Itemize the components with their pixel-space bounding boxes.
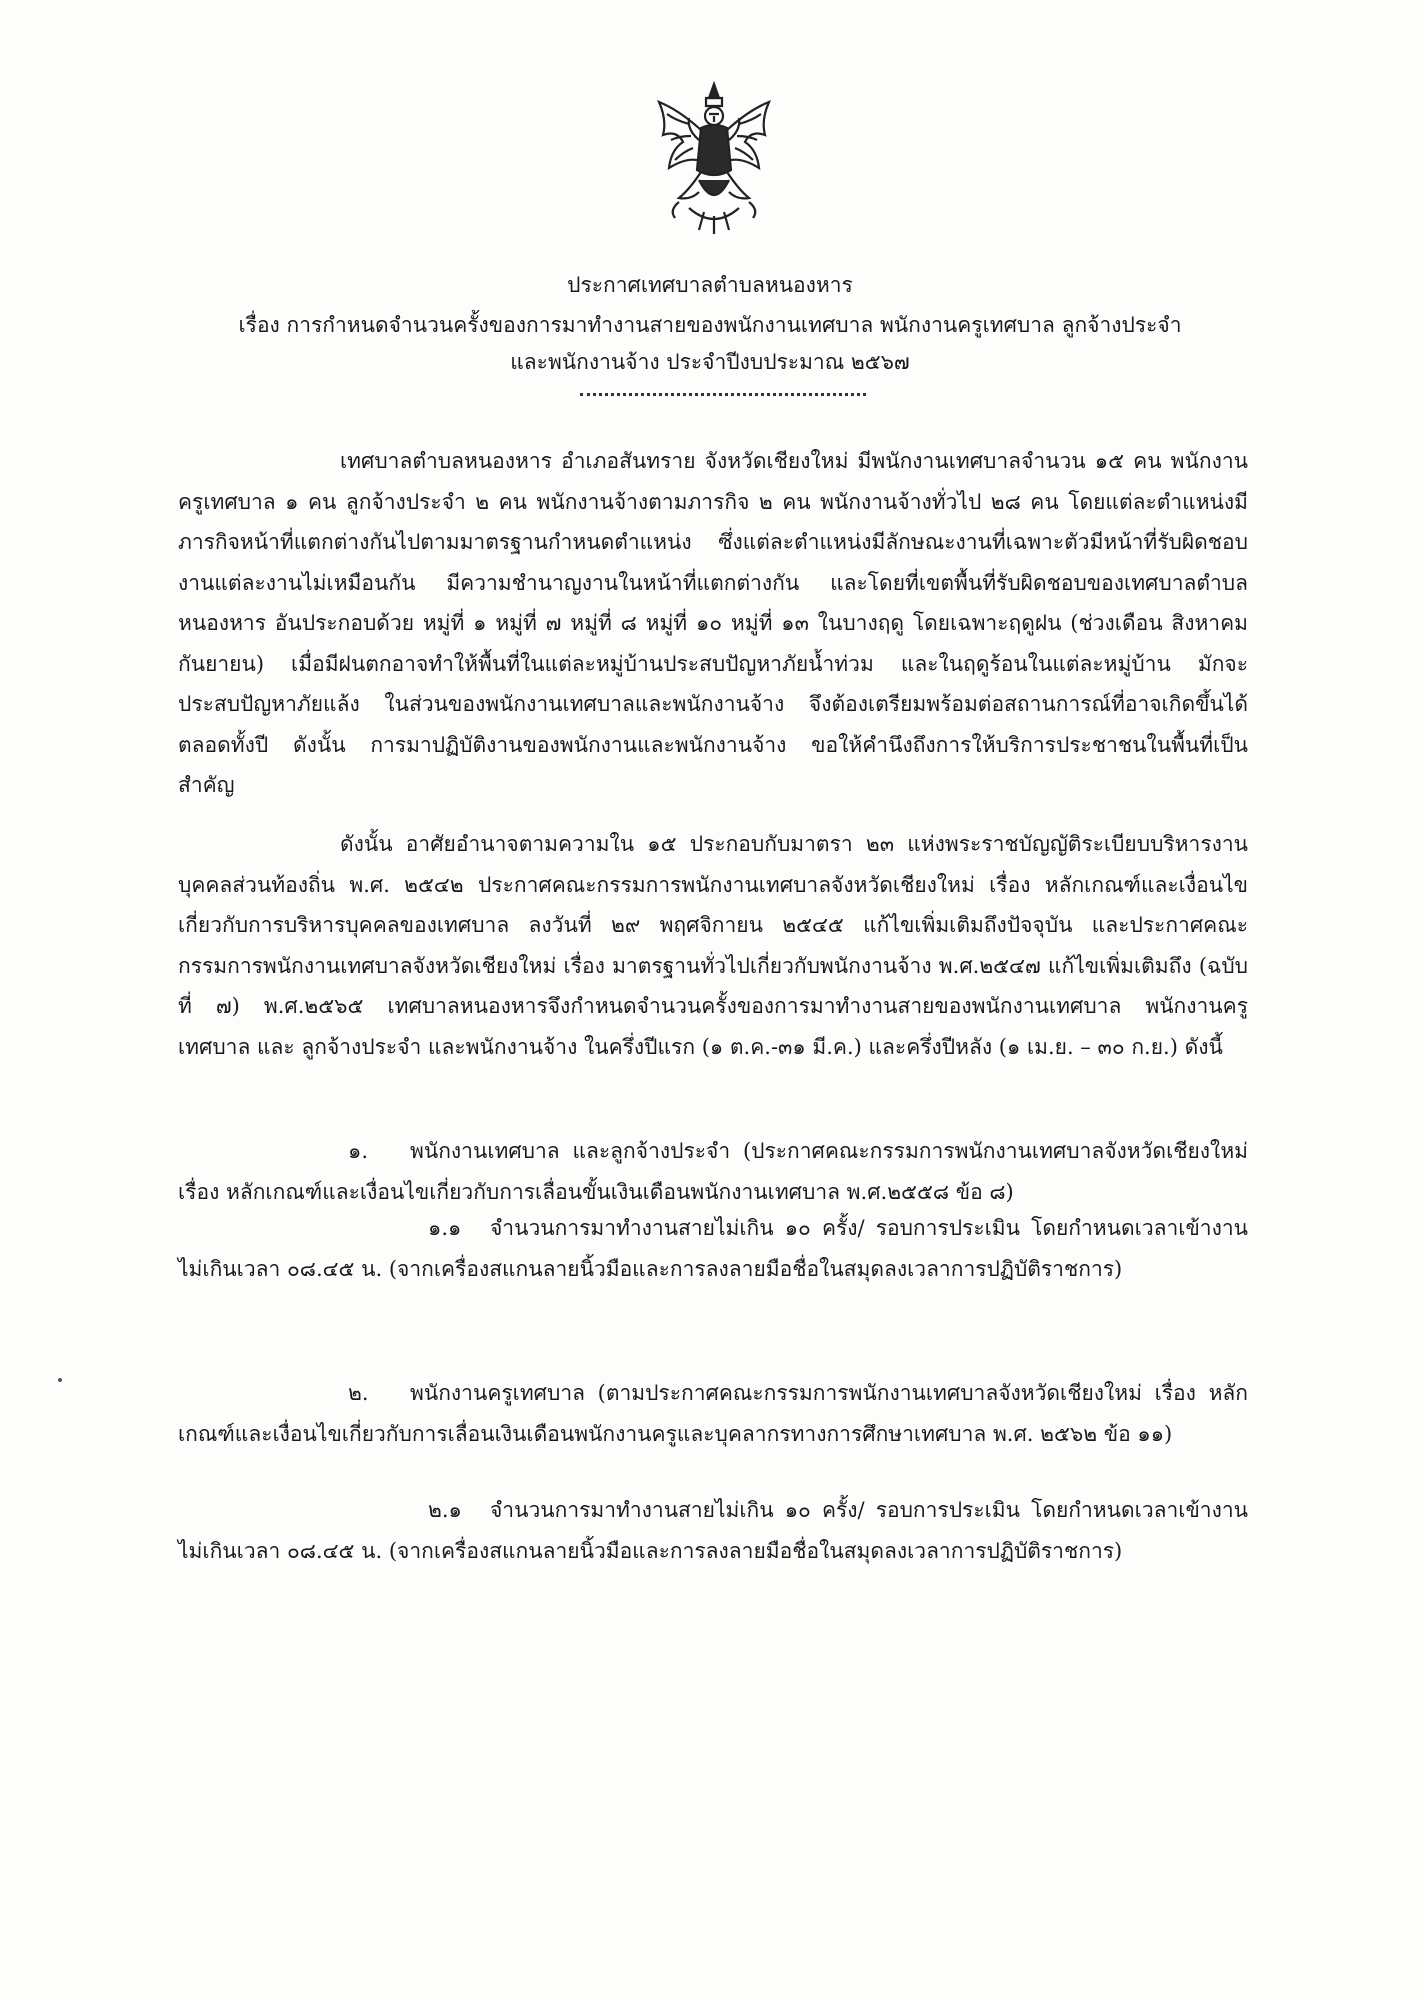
paragraph-1 (178, 441, 1248, 806)
item-2-text: พนักงานครูเทศบาล (ตามประกาศคณะกรรมการพนักงานเทศบาลจังหวัดเชียงใหม่ เรื่อง หลักเกณฑ์และเงื่อนไขเกี่ยวกับการเลื่อนเงินเดือนพนักงานครูและบุคลากรทางการศึกษาเทศบาล พ.ศ. ๒๕๖๒ ข้อ ๑๑) (178, 1381, 1248, 1446)
item-1-1 (178, 1208, 1248, 1289)
item-1-1-text: จำนวนการมาทำงานสายไม่เกิน ๑๐ ครั้ง/ รอบการประเมิน โดยกำหนดเวลาเข้างานไม่เกินเวลา ๐๘.๔๕ น. (จากเครื่องสแกนลายนิ้วมือและการลงลายมือชื่อในสมุดลงเวลาการปฏิบัติราชการ) (178, 1216, 1248, 1281)
paragraph-2-text: ดังนั้น อาศัยอำนาจตามความใน ๑๕ ประกอบกับมาตรา ๒๓ แห่งพระราชบัญญัติระเบียบบริหารงานบุคคลส่วนท้องถิ่น พ.ศ. ๒๕๔๒ ประกาศคณะกรรมการพนักงานเทศบาลจังหวัดเชียงใหม่ เรื่อง หลักเกณฑ์และเงื่อนไขเกี่ยวกับการบริหารบุคคลของเทศบาล ลงวันที่ ๒๙ พฤศจิกายน ๒๕๔๕ แก้ไขเพิ่มเติมถึงปัจจุบัน และประกาศคณะกรรมการพนักงานเทศบาลจังหวัดเชียงใหม่ เรื่อง มาตรฐานทั่วไปเกี่ยวกับพนักงานจ้าง พ.ศ.๒๕๔๗ แก้ไขเพิ่มเติมถึง (ฉบับที่ ๗) พ.ศ.๒๕๖๕ เทศบาลหนองหารจึงกำหนดจำนวนครั้งของการมาทำงานสายของพนักงานเทศบาล พนักงานครูเทศบาล และ ลูกจ้างประจำ และพนักงานจ้าง ในครึ่งปีแรก (๑ ต.ค.-๓๑ มี.ค.) และครึ่งปีหลัง (๑ เม.ย. – ๓๐ ก.ย.) ดังนี้ (178, 832, 1248, 1059)
item-2-1-number: ๒.๑ (428, 1498, 462, 1522)
subject-line-1: เรื่อง การกำหนดจำนวนครั้งของการมาทำงานสายของพนักงานเทศบาล พนักงานครูเทศบาล ลูกจ้างประจำ (238, 313, 1182, 337)
item-2-1-text: จำนวนการมาทำงานสายไม่เกิน ๑๐ ครั้ง/ รอบการประเมิน โดยกำหนดเวลาเข้างานไม่เกินเวลา ๐๘.๔๕ น. (จากเครื่องสแกนลายนิ้วมือและการลงลายมือชื่อในสมุดลงเวลาการปฏิบัติราชการ) (178, 1498, 1248, 1563)
dotted-divider (580, 393, 866, 396)
item-1 (178, 1131, 1248, 1212)
paragraph-1-text: เทศบาลตำบลหนองหาร อำเภอสันทราย จังหวัดเชียงใหม่ มีพนักงานเทศบาลจำนวน ๑๕ คน พนักงานครูเทศบาล ๑ คน ลูกจ้างประจำ ๒ คน พนักงานจ้างตามภารกิจ ๒ คน พนักงานจ้างทั่วไป ๒๘ คน โดยแต่ละตำแหน่งมีภารกิจหน้าที่แตกต่างกันไปตามมาตรฐานกำหนดตำแหน่ง ซึ่งแต่ละตำแหน่งมีลักษณะงานที่เฉพาะตัวมีหน้าที่รับผิดชอบงานแต่ละงานไม่เหมือนกัน มีความชำนาญงานในหน้าที่แตกต่างกัน และโดยที่เขตพื้นที่รับผิดชอบของเทศบาลตำบลหนองหาร อันประกอบด้วย หมู่ที่ ๑ หมู่ที่ ๗ หมู่ที่ ๘ หมู่ที่ ๑๐ หมู่ที่ ๑๓ ในบางฤดู โดยเฉพาะฤดูฝน (ช่วงเดือน สิงหาคม กันยายน) เมื่อมีฝนตกอาจทำให้พื้นที่ในแต่ละหมู่บ้านประสบปัญหาภัยน้ำท่วม และในฤดูร้อนในแต่ละหมู่บ้าน มักจะประสบปัญหาภัยแล้ง ในส่วนของพนักงานเทศบาลและพนักงานจ้าง จึงต้องเตรียมพร้อมต่อสถานการณ์ที่อาจเกิดขึ้นได้ตลอดทั้งปี ดังนั้น การมาปฏิบัติงานของพนักงานและพนักงานจ้าง ขอให้คำนึงถึงการให้บริการประชาชนในพื้นที่เป็นสำคัญ (178, 449, 1248, 797)
scan-speck (58, 1378, 62, 1382)
garuda-emblem-icon (649, 80, 779, 240)
subject-line-2: และพนักงานจ้าง ประจำปีงบประมาณ ๒๕๖๗ (510, 350, 910, 374)
item-2 (178, 1373, 1248, 1454)
item-1-1-number: ๑.๑ (428, 1216, 462, 1240)
announcement-title: ประกาศเทศบาลตำบลหนองหาร (567, 273, 853, 297)
item-2-1 (178, 1490, 1248, 1571)
item-2-number: ๒. (348, 1381, 369, 1405)
item-1-text: พนักงานเทศบาล และลูกจ้างประจำ (ประกาศคณะกรรมการพนักงานเทศบาลจังหวัดเชียงใหม่ เรื่อง หลักเกณฑ์และเงื่อนไขเกี่ยวกับการเลื่อนขั้นเงินเดือนพนักงานเทศบาล พ.ศ.๒๕๕๘ ข้อ ๘) (178, 1139, 1248, 1204)
paragraph-2 (178, 824, 1248, 1067)
item-1-number: ๑. (348, 1139, 369, 1163)
